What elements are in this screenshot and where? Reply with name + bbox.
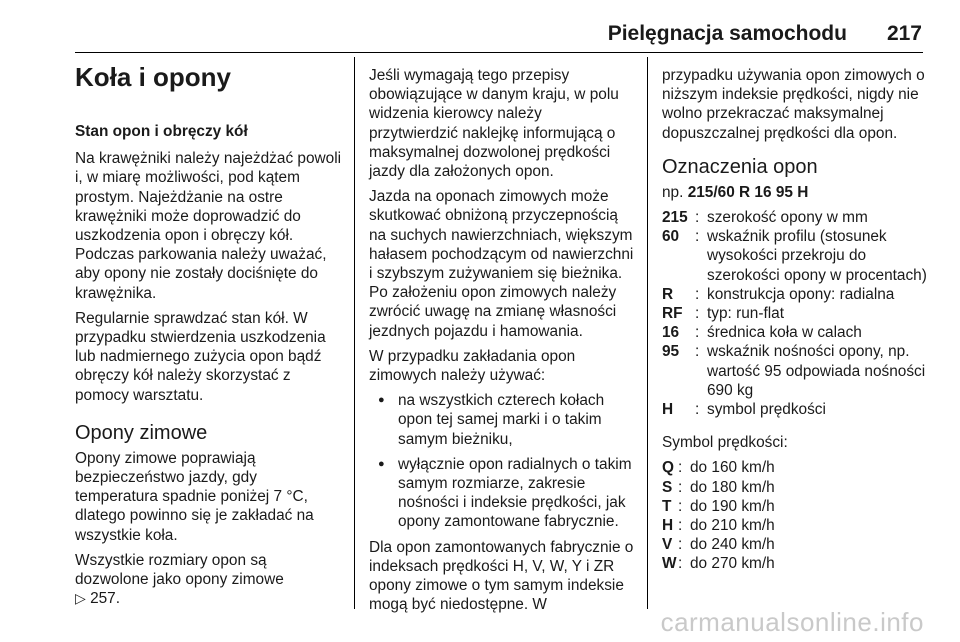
column-2	[369, 66, 634, 620]
definition-row: 215 : szerokość opony w mm	[662, 208, 927, 227]
section-title: Pielęgnacja samochodu	[607, 22, 847, 45]
speed-term: T	[662, 497, 672, 515]
example-prefix: np.	[662, 183, 684, 201]
definition-row: RF : typ: run-flat	[662, 304, 927, 323]
paragraph: Na krawężniki należy najeżdżać powoli i, w miarę możliwości, pod kątem prostym. Najeżdżanie na ostre krawężniki może doprowadzić do uszkodzenia opon i obręczy kół. Podczas parkowania należy uważać, aby opony nie zostały dociśnięte do krawężnika.	[75, 150, 342, 302]
running-head	[608, 22, 922, 46]
definition-row: 16 : średnica koła w calach	[662, 323, 927, 342]
speed-row: H : do 210 km/h	[662, 516, 927, 535]
definition-term: 16	[662, 324, 680, 342]
paragraph: Dla opon zamontowanych fabrycznie o indeksach prędkości H, V, W, Y i ZR opony zimowe o tym samym indeksie mogą być niedostępne. W	[369, 538, 634, 614]
watermark: carmanualsonline.info	[660, 607, 924, 637]
definition-term: H	[662, 401, 674, 419]
speed-symbol-list	[662, 458, 927, 573]
definition-row: R : konstrukcja opony: radialna	[662, 285, 927, 304]
definition-row: H : symbol prędkości	[662, 400, 927, 419]
tire-code-definitions	[662, 208, 927, 419]
speed-row: W : do 270 km/h	[662, 554, 927, 573]
bullet-list	[369, 391, 634, 531]
definition-desc: wskaźnik nośności opony, np. wartość 95 odpowiada nośności 690 kg	[707, 343, 926, 399]
definition-term: RF	[662, 305, 683, 323]
speed-term: W	[662, 555, 677, 573]
speed-term: V	[662, 536, 673, 554]
list-item: ● na wszystkich czterech kołach opon tej samej marki i o takim samym bieżniku,	[369, 391, 634, 449]
definition-desc: średnica koła w calach	[707, 324, 862, 342]
speed-row: V : do 240 km/h	[662, 535, 927, 554]
speed-row: Q : do 160 km/h	[662, 458, 927, 477]
paragraph-text: Wszystkie rozmiary opon są dozwolone jako opony zimowe	[75, 551, 284, 589]
definition-row: 60 : wskaźnik profilu (stosunek wysokości przekroju do szerokości opony w procentach)	[662, 228, 927, 284]
definition-desc: symbol prędkości	[707, 401, 826, 419]
definition-desc: szerokość opony w mm	[707, 209, 868, 227]
paragraph-with-ref	[75, 551, 343, 609]
tire-code-example	[662, 183, 927, 202]
speed-desc: do 190 km/h	[690, 497, 775, 515]
paragraph: przypadku używania opon zimowych o niższym indeksie prędkości, nigdy nie wolno przekraczać maksymalnej dopuszczalnej prędkości dla opon.	[662, 67, 925, 142]
list-item: ● wyłącznie opon radialnych o takim samym rozmiarze, zakresie nośności i indeksie prędkości, jak opony zamontowane fabrycznie.	[369, 455, 634, 532]
speed-term: S	[662, 478, 673, 496]
page-number: 217	[886, 22, 922, 45]
paragraph: Opony zimowe poprawiają bezpieczeństwo jazdy, gdy temperatura spadnie poniżej 7 °C, dlatego powinno się je zakładać na wszystkie koła.	[75, 449, 314, 544]
reference-arrow-icon: ▷	[75, 590, 86, 607]
speed-symbol-label: Symbol prędkości:	[662, 434, 788, 452]
speed-desc: do 180 km/h	[690, 478, 775, 496]
column-3	[662, 66, 927, 580]
definition-term: 215	[662, 209, 688, 227]
definition-desc: konstrukcja opony: radialna	[707, 285, 895, 303]
speed-desc: do 160 km/h	[690, 459, 775, 477]
paragraph: W przypadku zakładania opon zimowych należy używać:	[369, 347, 576, 385]
definition-desc: typ: run-flat	[707, 305, 784, 323]
definition-row: 95 : wskaźnik nośności opony, np. wartość 95 odpowiada nośności 690 kg	[662, 343, 926, 399]
header-rule	[75, 52, 923, 53]
column-1	[75, 62, 343, 614]
section-heading-markings: Oznaczenia opon	[662, 155, 818, 178]
speed-desc: do 240 km/h	[690, 536, 775, 554]
definition-term: 95	[662, 343, 680, 361]
speed-desc: do 270 km/h	[690, 555, 775, 573]
section-heading-winter: Opony zimowe	[75, 421, 208, 444]
column-divider-1	[354, 57, 355, 609]
paragraph: Regularnie sprawdzać stan kół. W przypadku stwierdzenia uszkodzenia lub nadmiernego zużycia opon bądź obręczy kół należy skorzystać z pomocy warsztatu.	[75, 309, 326, 404]
speed-term: H	[662, 517, 674, 535]
definition-term: R	[662, 285, 674, 303]
definition-desc: wskaźnik profilu (stosunek wysokości przekroju do szerokości opony w procentach)	[707, 228, 927, 284]
page-reference-link[interactable]: 257.	[90, 590, 121, 608]
paragraph: Jeśli wymagają tego przepisy obowiązujące w danym kraju, w polu widzenia kierowcy należy przytwierdzić naklejkę informującą o maksymalnej dozwolonej prędkości jazdy dla założonych opon.	[369, 67, 619, 181]
column-divider-2	[647, 57, 648, 609]
speed-desc: do 210 km/h	[690, 517, 775, 535]
speed-term: Q	[662, 459, 674, 477]
example-code: 215/60 R 16 95 H	[687, 183, 809, 201]
speed-row: S : do 180 km/h	[662, 478, 927, 497]
definition-term: 60	[662, 228, 680, 246]
speed-row: T : do 190 km/h	[662, 497, 927, 516]
page-title: Koła i opony	[75, 62, 231, 92]
section-heading-condition: Stan opon i obręczy kół	[75, 123, 248, 140]
paragraph: Jazda na oponach zimowych może skutkować obniżoną przyczepnością na suchych nawierzchniach, większym hałasem pochodzącym od nawierzchni i szybszym zużywaniem się bieżnika. Po założeniu opon zimowych należy zwrócić uwagę na zmianę własności jezdnych pojazdu i hamowania.	[369, 188, 634, 340]
